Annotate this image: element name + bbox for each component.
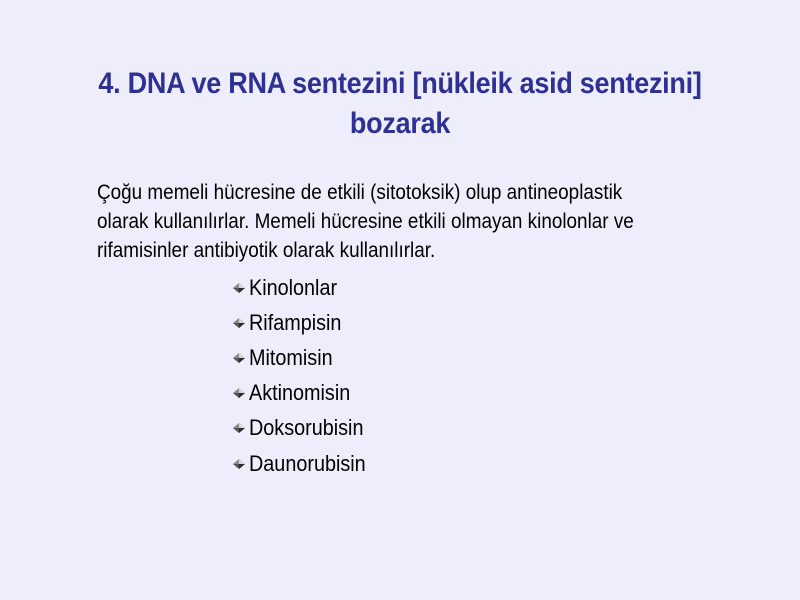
- paragraph-line-2: olarak kullanılırlar. Memeli hücresine etkili olmayan kinolonlar ve: [97, 210, 634, 233]
- list-item: [232, 446, 379, 481]
- paragraph-line-1: Çoğu memeli hücresine de etkili (sitotoksik) olup antineoplastik: [97, 181, 623, 204]
- list-item: [232, 305, 379, 340]
- diamond-bullet-icon: [232, 386, 246, 400]
- list-item: [232, 411, 379, 446]
- slide-title-line-2: bozarak: [349, 107, 451, 140]
- diamond-bullet-icon: [232, 457, 246, 471]
- diamond-bullet-icon: [232, 281, 246, 295]
- body-paragraph: [97, 178, 691, 265]
- list-item-label: Rifampisin: [249, 309, 342, 335]
- list-item-label: Doksorubisin: [249, 415, 364, 441]
- list-item-label: Aktinomisin: [249, 380, 351, 406]
- list-item: [232, 376, 379, 411]
- diamond-bullet-icon: [232, 316, 246, 330]
- paragraph-line-3: rifamisinler antibiyotik olarak kullanılırlar.: [97, 239, 436, 262]
- diamond-bullet-icon: [232, 421, 246, 435]
- diamond-bullet-icon: [232, 351, 246, 365]
- list-item-label: Kinolonlar: [249, 274, 338, 300]
- slide-title-line-1: 4. DNA ve RNA sentezini [nükleik asid sentezini]: [98, 67, 702, 100]
- drug-list: [232, 270, 379, 481]
- list-item-label: Mitomisin: [249, 344, 333, 370]
- list-item-label: Daunorubisin: [249, 450, 366, 476]
- list-item: [232, 340, 379, 375]
- list-item: [232, 270, 379, 305]
- slide-title: [76, 64, 724, 144]
